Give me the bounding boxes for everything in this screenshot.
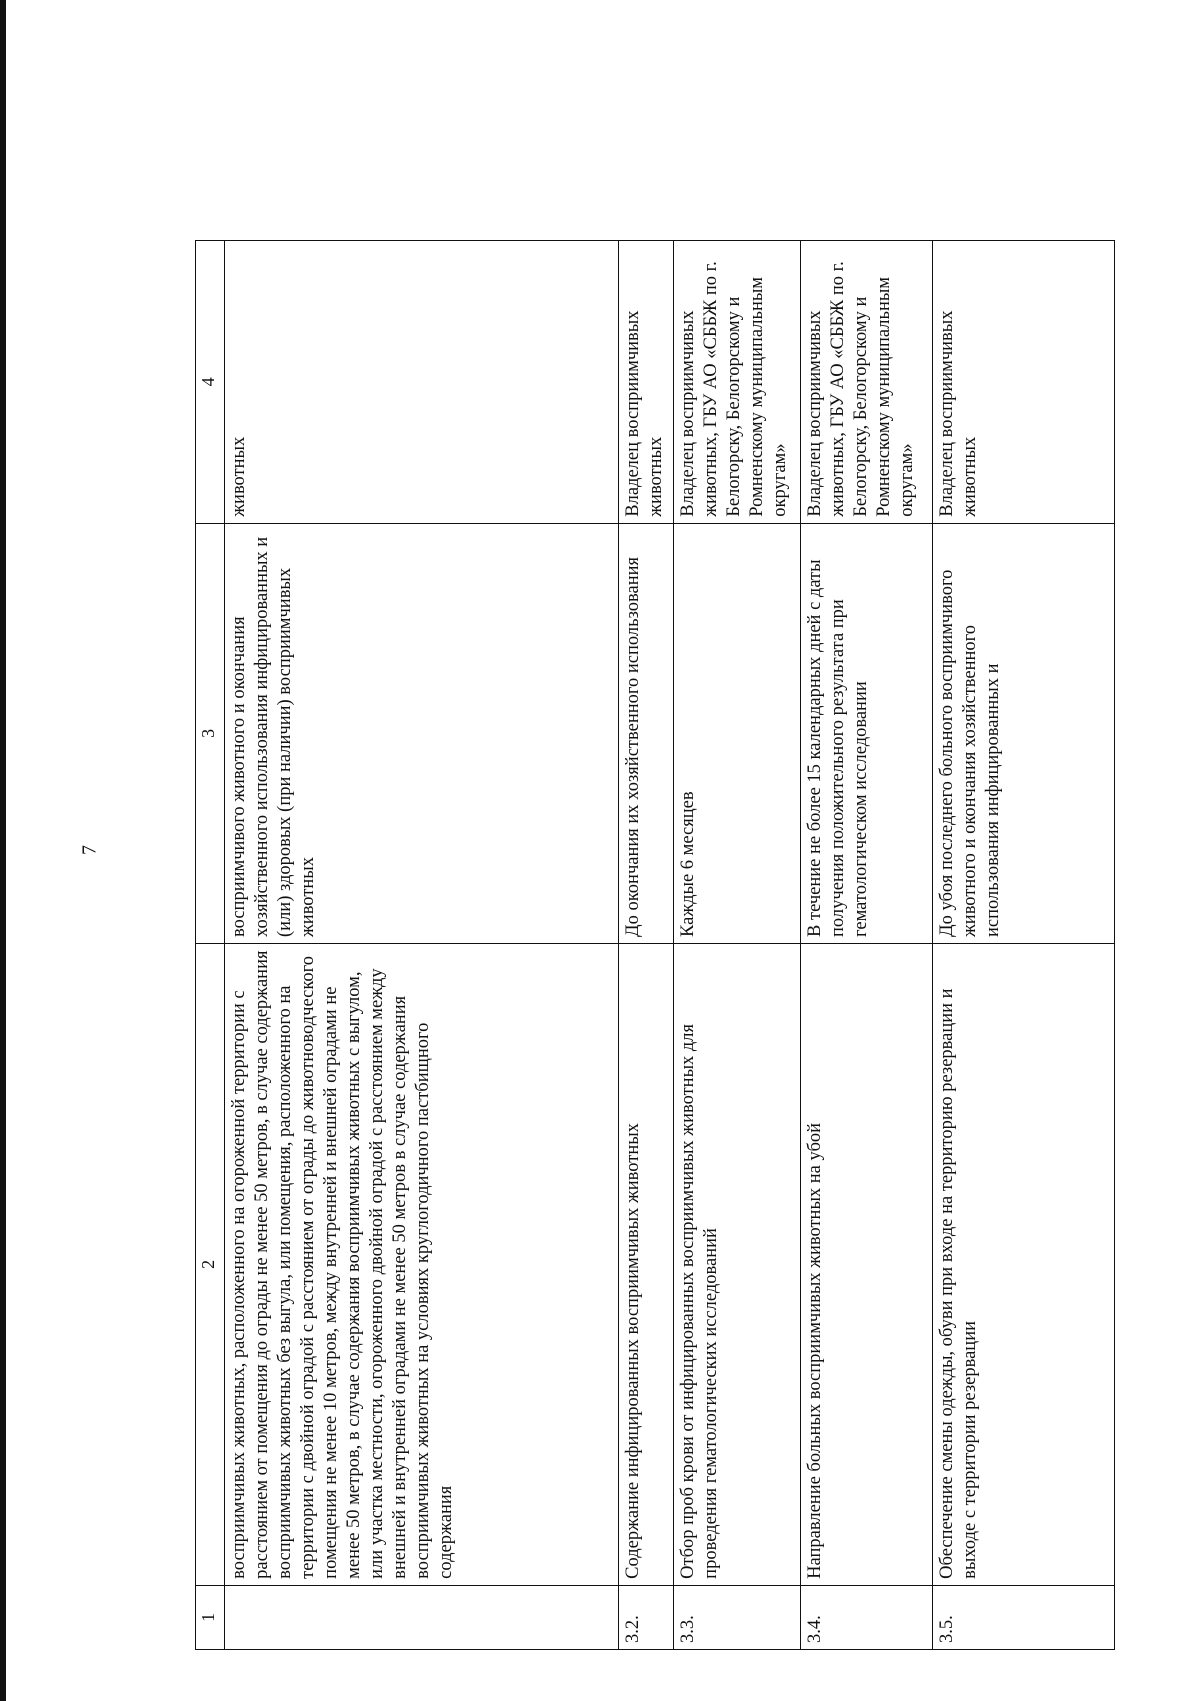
row-number: 3.3. bbox=[674, 1585, 801, 1649]
table-row bbox=[800, 241, 933, 1650]
row-number bbox=[225, 1585, 619, 1649]
column-header-2: 2 bbox=[196, 943, 225, 1585]
measure-cell: Содержание инфицированных восприимчивых животных bbox=[619, 943, 674, 1585]
measure-cell: Обеспечение смены одежды, обуви при входе на территорию резервации и выходе с территории резервации bbox=[933, 943, 1115, 1585]
measure-cell: Отбор проб крови от инфицированных восприимчивых животных для проведения гематологических исследований bbox=[674, 943, 801, 1585]
column-header-4: 4 bbox=[196, 241, 225, 524]
rotated-page bbox=[195, 240, 1115, 1650]
term-cell: До убоя последнего больного восприимчивого животного и окончания хозяйственного использования инфицированных и bbox=[933, 523, 1115, 943]
table-row bbox=[933, 241, 1115, 1650]
responsible-cell: Владелец восприимчивых животных bbox=[619, 241, 674, 524]
measure-cell: восприимчивых животных, расположенного на огороженной территории с расстоянием от помещения до ограды не менее 50 метров, в случае содержания восприимчивых животных без выгула, или помещения, расположенного на территории с двойной оградой с расстоянием от ограды до животноводческого помещения не менее 10 метров, между внутренней и внешней оградами не менее 50 метров, в случае содержания восприимчивых животных с выгулом, или участка местности, огороженного двойной оградой с расстоянием между внешней и внутренней оградами не менее 50 метров в случае содержания восприимчивых животных на условиях круглогодичного пастбищного содержания bbox=[225, 943, 619, 1585]
measures-table bbox=[195, 240, 1115, 1650]
table-row bbox=[674, 241, 801, 1650]
table-header bbox=[196, 241, 225, 1650]
responsible-cell: Владелец восприимчивых животных bbox=[933, 241, 1115, 524]
table-row bbox=[225, 241, 619, 1650]
term-cell: восприимчивого животного и окончания хозяйственного использования инфицированных и (или) здоровых (при наличии) восприимчивых животных bbox=[225, 523, 619, 943]
responsible-cell: Владелец восприимчивых животных, ГБУ АО «СББЖ по г. Белогорску, Белогорскому и Ромненскому муниципальным округам» bbox=[800, 241, 933, 524]
responsible-cell: животных bbox=[225, 241, 619, 524]
column-header-3: 3 bbox=[196, 523, 225, 943]
column-header-1: 1 bbox=[196, 1585, 225, 1649]
row-number: 3.2. bbox=[619, 1585, 674, 1649]
term-cell: Каждые 6 месяцев bbox=[674, 523, 801, 943]
row-number: 3.4. bbox=[800, 1585, 933, 1649]
table-row bbox=[619, 241, 674, 1650]
responsible-cell: Владелец восприимчивых животных, ГБУ АО «СББЖ по г. Белогорску, Белогорскому и Ромненскому муниципальным округам» bbox=[674, 241, 801, 524]
term-cell: В течение не более 15 календарных дней с даты получения положительного результата при гематологическом исследовании bbox=[800, 523, 933, 943]
term-cell: До окончания их хозяйственного использования bbox=[619, 523, 674, 943]
measure-cell: Направление больных восприимчивых животных на убой bbox=[800, 943, 933, 1585]
page-number: 7 bbox=[78, 845, 101, 855]
row-number: 3.5. bbox=[933, 1585, 1115, 1649]
scan-left-edge bbox=[0, 0, 6, 1701]
